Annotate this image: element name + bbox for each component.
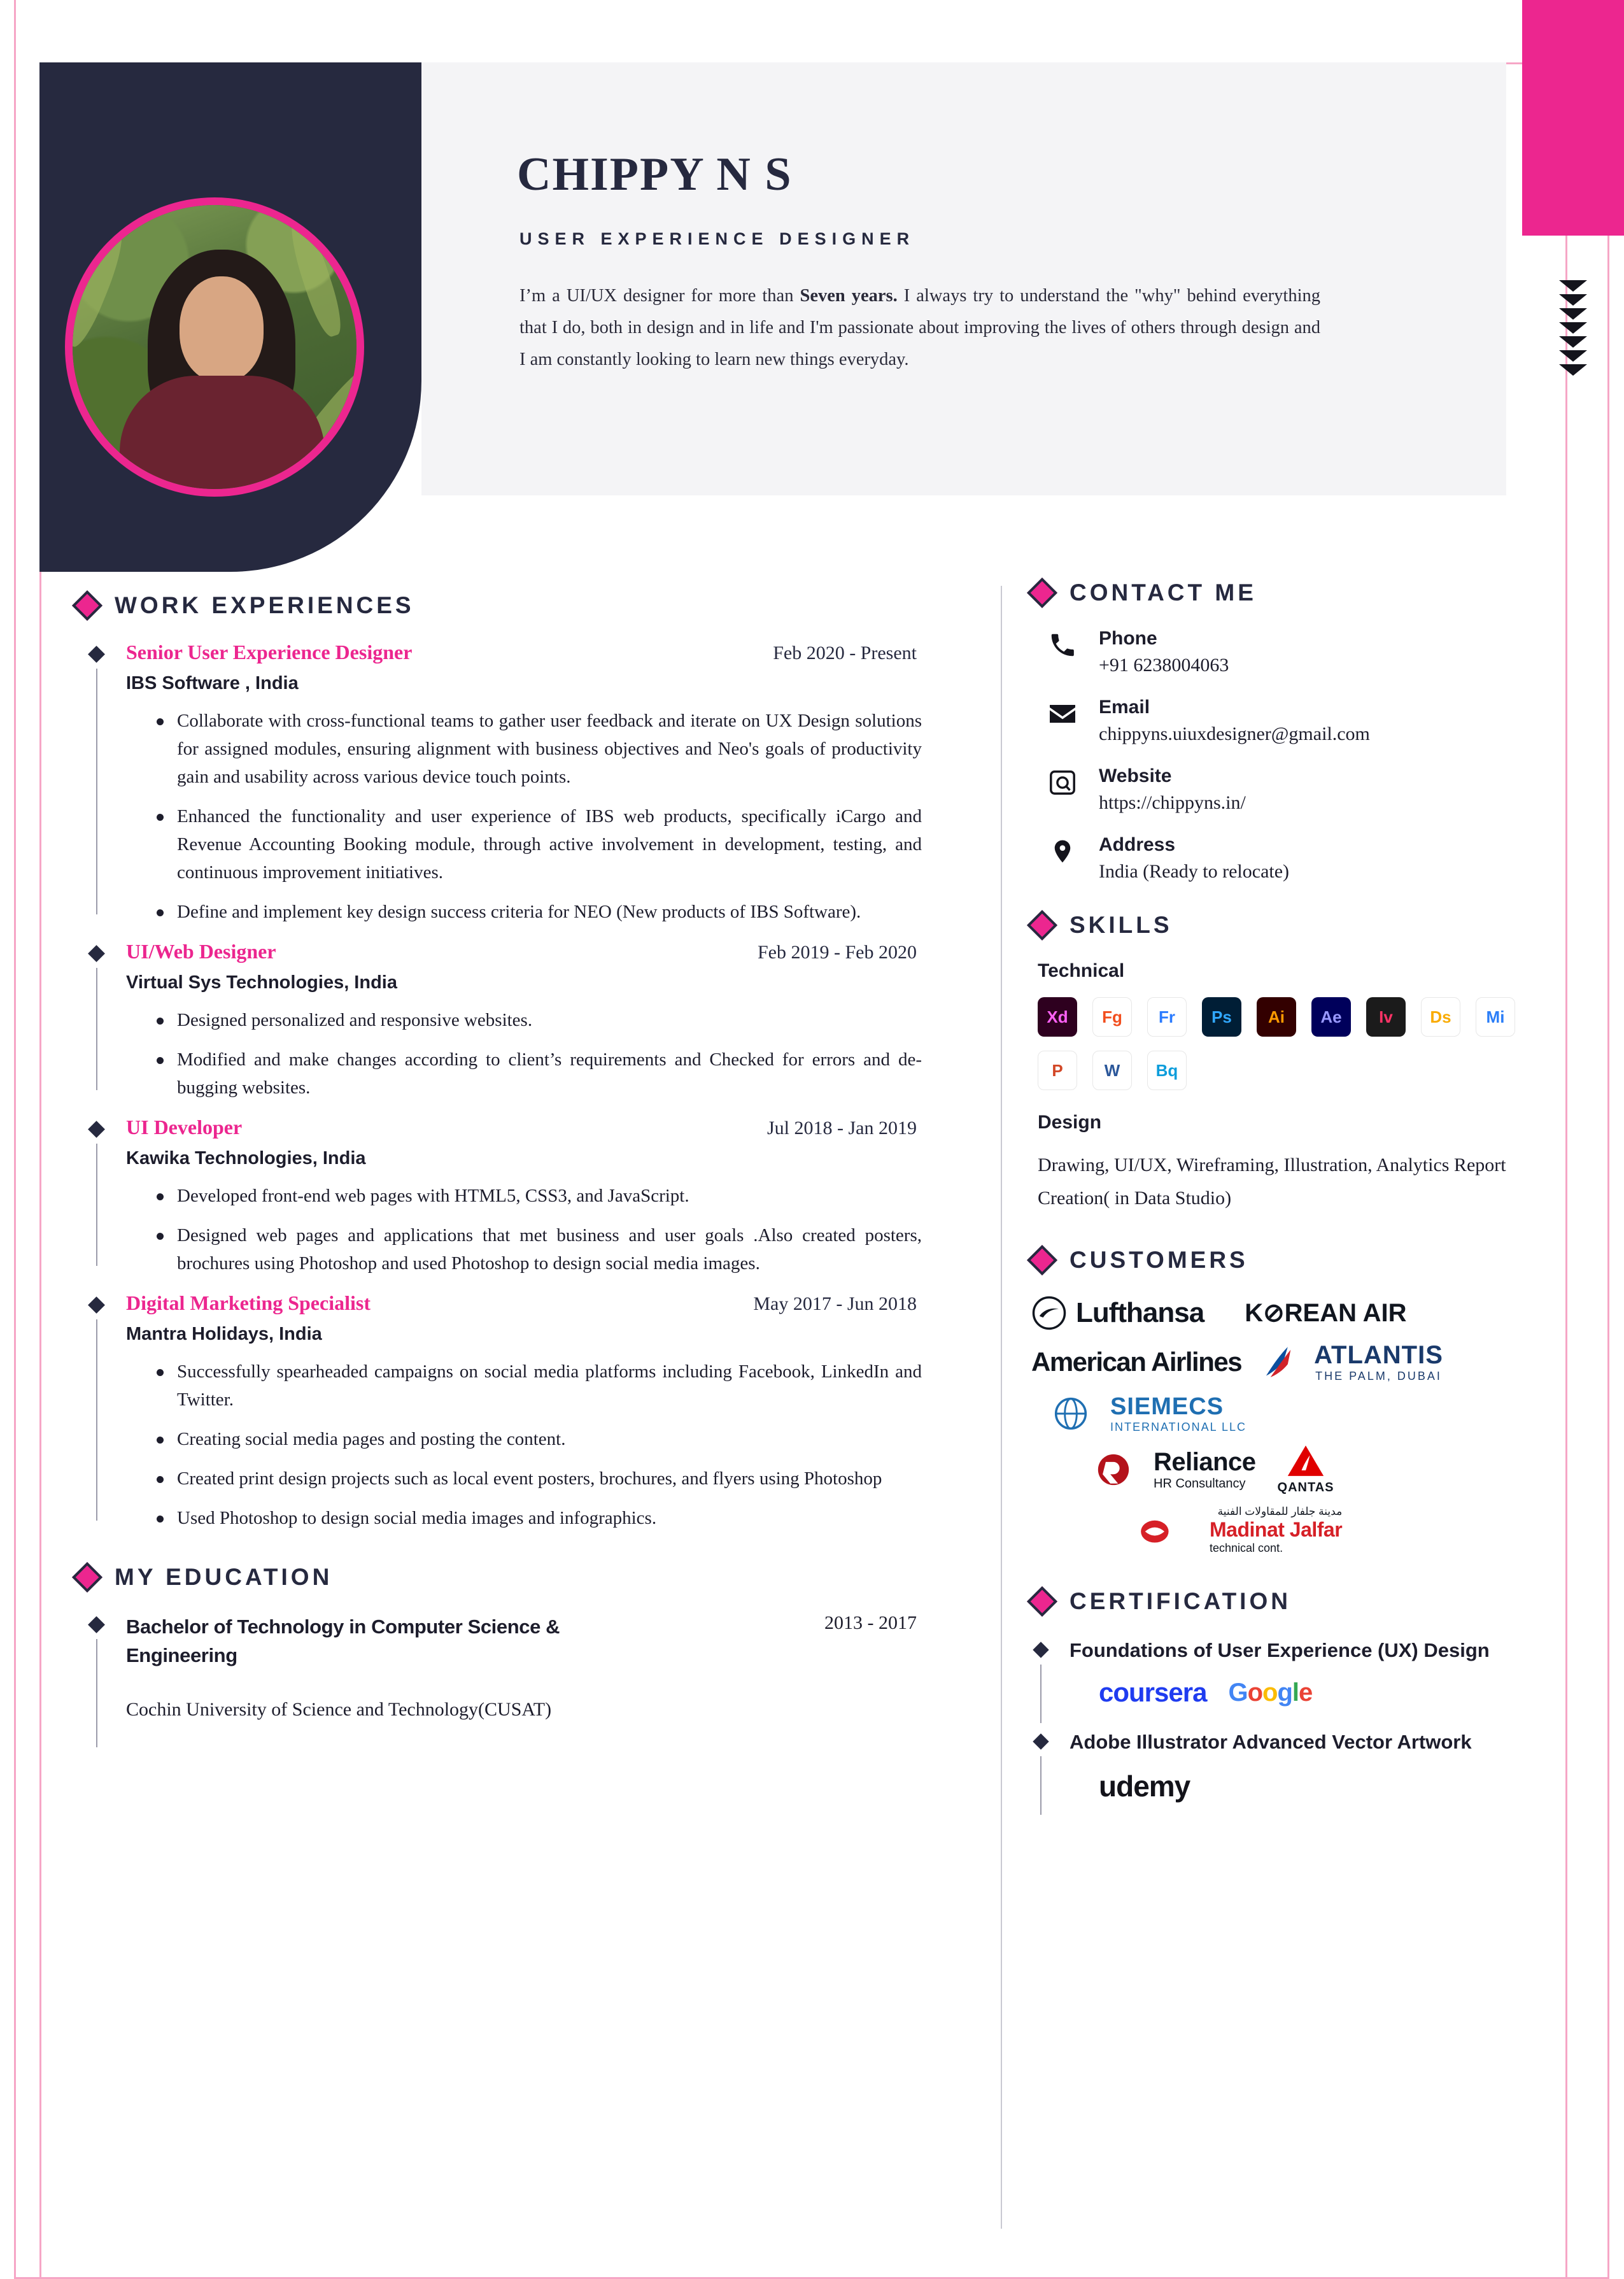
certification-item [1031,1636,1566,1708]
chevron-down-icon [1559,364,1587,376]
diamond-icon [1027,578,1057,608]
coursera-logo: coursera [1099,1677,1207,1707]
avatar-body [120,376,325,497]
reliance-icon [1095,1451,1132,1488]
education-item [76,1612,999,1721]
skills-design-text: Drawing, UI/UX, Wireframing, Illustration, Analytics Report Creation( in Data Studio) [1038,1154,1506,1209]
customer-name: SIEMECS [1110,1393,1224,1420]
left-column [76,592,999,1721]
word-icon: W [1092,1051,1132,1090]
chevron-down-icon [1559,294,1587,306]
job-points [126,1182,922,1277]
section-title-education: MY EDUCATION [115,1564,333,1590]
customer-logo-reliance [1154,1448,1256,1491]
job-company: Virtual Sys Technologies, India [126,972,397,993]
job-title: UI/Web Designer [126,940,276,963]
timeline-line [96,669,97,914]
contact-item-email[interactable] [1045,697,1566,745]
avatar-face [180,276,264,382]
job-role-subtitle: USER EXPERIENCE DESIGNER [519,229,915,248]
section-header-certification [1031,1588,1566,1615]
framer-icon: Fr [1147,997,1187,1037]
section-title-skills: SKILLS [1070,912,1173,938]
photoshop-icon: Ps [1202,997,1241,1037]
avatar [65,197,364,497]
diamond-icon [1027,910,1057,941]
contact-value[interactable]: chippyns.uiuxdesigner@gmail.com [1099,723,1370,744]
customer-name: K⊘REAN AIR [1245,1299,1407,1327]
job-point: Collaborate with cross-functional teams to gather user feedback and iterate on UX Design solutions for assigned modules, ensuring alignment with business objectives and Neo's goals of productivity gain and usability across various device touch points. [157,707,922,791]
customer-logo-atlantis [1314,1341,1443,1383]
timeline-line [96,1144,97,1266]
job-date: Feb 2020 - Present [773,643,917,664]
customer-name: Reliance [1154,1448,1256,1476]
madinat-jalfar-icon [1140,1512,1188,1548]
diamond-bullet-icon [88,945,105,962]
customer-logo-lufthansa [1031,1295,1204,1331]
work-experience-item [76,1291,999,1532]
contact-value[interactable]: +91 6238004063 [1099,655,1229,676]
contact-label: Website [1099,765,1172,786]
chevron-down-icon [1559,336,1587,348]
section-title-contact: CONTACT ME [1070,579,1257,606]
website-icon [1045,765,1080,800]
job-point: Developed front-end web pages with HTML5, CSS3, and JavaScript. [157,1182,922,1210]
job-date: Jul 2018 - Jan 2019 [767,1118,917,1139]
education-school: Cochin University of Science and Technology(CUSAT) [126,1699,552,1720]
section-header-customers [1031,1247,1566,1274]
diamond-bullet-icon [88,1616,105,1633]
customer-sub: INTERNATIONAL LLC [1110,1421,1247,1433]
customer-name: QANTAS [1277,1480,1334,1494]
summary-pre: I’m a UI/UX designer for more than [519,286,800,306]
lufthansa-crane-icon [1031,1295,1067,1331]
column-divider [1001,586,1002,2229]
customer-name: Lufthansa [1076,1297,1204,1328]
diamond-bullet-icon [88,1121,105,1138]
certification-logos [1070,1677,1566,1708]
work-experience-item [76,641,999,926]
contact-item-phone[interactable] [1045,628,1566,676]
figma-icon: Fg [1092,997,1132,1037]
job-date: Feb 2019 - Feb 2020 [758,942,917,963]
customer-sub: THE PALM, DUBAI [1315,1370,1442,1382]
section-header-work [76,592,999,619]
skills-technical-icons [1038,997,1541,1090]
job-points [126,1358,922,1532]
timeline-line [1040,1665,1041,1723]
timeline-line [1040,1756,1041,1815]
summary-highlight: Seven years. [800,286,898,306]
contact-value[interactable]: https://chippyns.in/ [1099,792,1246,813]
diamond-icon [72,590,102,621]
adobe-xd-icon: Xd [1038,997,1077,1037]
section-title-certification: CERTIFICATION [1070,1588,1291,1614]
job-point: Designed personalized and responsive websites. [157,1006,922,1034]
diamond-bullet-icon [88,1296,105,1314]
customer-logo-siemecs [1110,1393,1246,1434]
job-point: Used Photoshop to design social media images and infographics. [157,1504,922,1532]
job-point: Enhanced the functionality and user experience of IBS web products, specifically iCargo and Revenue Accounting Booking module, through active involvement in development, testing, and continuous improvement initiatives. [157,802,922,886]
american-airlines-eagle-icon [1263,1345,1292,1379]
udemy-logo: udemy [1099,1770,1190,1803]
work-experience-item [76,940,999,1102]
chevron-down-icon [1559,322,1587,334]
diamond-icon [1027,1586,1057,1617]
job-company: Mantra Holidays, India [126,1324,322,1344]
section-title-work: WORK EXPERIENCES [115,592,414,618]
timeline-line [96,968,97,1090]
job-company: Kawika Technologies, India [126,1148,366,1168]
customer-logo-grid [1031,1295,1541,1555]
job-title: Digital Marketing Specialist [126,1291,371,1314]
customer-name: ATLANTIS [1314,1341,1443,1369]
contact-label: Email [1099,697,1150,718]
certification-title: Foundations of User Experience (UX) Design [1070,1639,1490,1661]
profile-summary [519,280,1320,376]
page-title: CHIPPY N S [517,148,793,201]
contact-label: Phone [1099,628,1157,649]
chevron-down-icon [1559,280,1587,292]
job-point: Define and implement key design success criteria for NEO (New products of IBS Software). [157,898,922,926]
section-header-education [76,1564,999,1591]
job-points [126,707,922,926]
job-title: UI Developer [126,1116,243,1139]
chevron-down-icon [1559,350,1587,362]
diamond-bullet-icon [1033,1733,1049,1749]
chevron-down-icon-group [1559,280,1587,376]
section-header-contact [1031,579,1566,606]
job-title: Senior User Experience Designer [126,641,413,664]
job-points [126,1006,922,1102]
diamond-icon [72,1562,102,1593]
customer-logo-qantas [1278,1444,1334,1495]
customer-sub-arabic: مدينة جلفار للمقاولات الفنية [1217,1505,1343,1517]
powerpoint-icon: P [1038,1051,1077,1090]
siemecs-icon [1053,1396,1089,1431]
header-pink-accent-block [1522,0,1624,236]
job-point: Modified and make changes according to client’s requirements and Checked for errors and de-bugging websites. [157,1046,922,1102]
skills-technical-label: Technical [1038,960,1125,981]
certification-logos [1070,1769,1566,1803]
diamond-icon [1027,1245,1057,1275]
after-effects-icon: Ae [1311,997,1351,1037]
qantas-kangaroo-icon [1285,1444,1327,1477]
summary-post: I always try to understand the "why" behind everything that I do, both in design and in life and I'm passionate about improving the lives of others through design and I am constantly looking to learn new things everyday. [519,286,1320,369]
diamond-bullet-icon [88,646,105,663]
customer-logo-madinat [1210,1505,1342,1555]
miro-icon: Mi [1476,997,1515,1037]
data-studio-icon: Ds [1421,997,1460,1037]
invision-icon: Iv [1366,997,1406,1037]
customer-name: Madinat Jalfar [1210,1518,1343,1541]
google-logo: Google [1228,1678,1313,1707]
timeline-line [96,1319,97,1521]
job-point: Designed web pages and applications that met business and user goals .Also created posters, brochures using Photoshop and used Photoshop to design social media images. [157,1221,922,1277]
phone-icon [1045,628,1080,662]
header-light-band [421,62,1506,495]
skills-design-label: Design [1038,1112,1102,1133]
contact-item-address [1045,834,1566,883]
work-experience-item [76,1116,999,1277]
timeline-line [96,1639,97,1747]
customer-sub: HR Consultancy [1154,1477,1246,1491]
contact-label: Address [1099,834,1176,855]
balsamiq-icon: Bq [1147,1051,1187,1090]
certification-item [1031,1728,1566,1803]
certification-title: Adobe Illustrator Advanced Vector Artwork [1070,1731,1472,1753]
job-point: Successfully spearheaded campaigns on social media platforms including Facebook, LinkedIn and Twitter. [157,1358,922,1414]
customer-name: American Airlines [1031,1347,1242,1377]
address-icon [1045,834,1080,869]
contact-value: India (Ready to relocate) [1099,861,1290,882]
diamond-bullet-icon [1033,1642,1049,1658]
email-icon [1045,697,1080,731]
customer-sub: technical cont. [1210,1542,1283,1554]
section-title-customers: CUSTOMERS [1070,1247,1248,1273]
right-column [1031,579,1566,1820]
education-date: 2013 - 2017 [824,1612,917,1633]
contact-item-website[interactable] [1045,765,1566,814]
chevron-down-icon [1559,308,1587,320]
education-degree: Bachelor of Technology in Computer Science & Engineering [126,1615,560,1666]
section-header-skills [1031,912,1566,939]
job-point: Created print design projects such as local event posters, brochures, and flyers using Photoshop [157,1465,922,1493]
job-company: IBS Software , India [126,673,299,693]
illustrator-icon: Ai [1257,997,1296,1037]
job-point: Creating social media pages and posting the content. [157,1425,922,1453]
job-date: May 2017 - Jun 2018 [753,1293,917,1314]
